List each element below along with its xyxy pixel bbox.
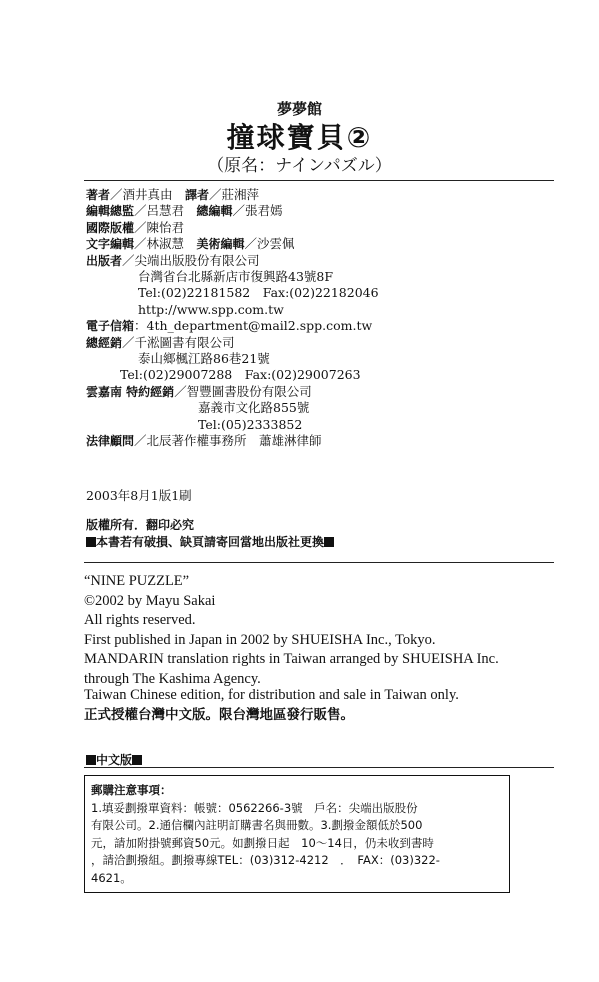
divider-bottom — [84, 767, 554, 768]
credit-label: 總編輯 — [196, 204, 233, 219]
english-line: “NINE PUZZLE” — [84, 573, 190, 589]
credit-value: 台灣省台北縣新店市復興路43號8F — [138, 269, 334, 285]
square-bullet-icon — [324, 537, 334, 547]
square-bullet-icon — [86, 537, 96, 547]
credit-line — [86, 335, 586, 351]
taiwan-edition — [84, 686, 599, 725]
notice-line: 元，請加附掛號郵資50元。如劃撥日起 10～14日，仍未收到書時 — [91, 835, 434, 850]
mail-order-notice — [84, 775, 510, 893]
credit-value: http://www.spp.com.tw — [138, 301, 284, 317]
notice-line: 4621。 — [91, 870, 132, 885]
credit-line — [86, 269, 586, 285]
taiwan-edition-zh: 正式授權台灣中文版。限台灣地區發行販售。 — [84, 706, 354, 723]
credit-line — [86, 220, 586, 236]
notice-line: 有限公司。2.通信欄內註明訂購書名與冊數。3.劃撥金額低於500 — [91, 818, 423, 833]
chinese-edition-text: 中文版 — [96, 753, 133, 767]
damage-notice — [86, 534, 334, 551]
credit-line — [86, 351, 586, 367]
credit-label: 法律顧問 — [86, 434, 135, 449]
credit-line — [86, 187, 586, 203]
credit-value: 嘉義市文化路855號 — [198, 400, 310, 416]
credit-value: ／千淞圖書有限公司 — [122, 334, 235, 350]
divider-top — [84, 180, 554, 181]
credit-label: 國際版權 — [86, 220, 135, 235]
notice-line: ，請洽劃撥組。劃撥專線TEL：(03)312-4212 ． FAX：(03)322- — [91, 853, 440, 868]
notice-heading: 郵購注意事項： — [91, 783, 172, 797]
credits-block — [86, 187, 586, 450]
credit-label: 雲嘉南 特約經銷 — [86, 384, 175, 399]
credit-label: 美術編輯 — [196, 237, 245, 252]
credit-value: ／酒井真由 — [110, 187, 186, 202]
credit-line — [86, 400, 586, 416]
credit-line — [86, 417, 586, 433]
credit-value: Tel:(05)2333852 — [198, 416, 303, 432]
square-bullet-icon — [132, 755, 142, 765]
credit-label: 著者 — [86, 188, 111, 202]
notice-line: 1.填妥劃撥單資料：帳號：0562266-3號 戶名：尖端出版股份 — [91, 800, 418, 815]
credit-label: 電子信箱 — [86, 319, 135, 334]
english-line: ©2002 by Mayu Sakai — [84, 592, 216, 609]
book-title: 撞球寶貝② — [226, 121, 373, 154]
credit-value: ／北辰著作權事務所 蕭雄淋律師 — [134, 433, 322, 449]
credit-line — [86, 236, 586, 252]
credit-line — [86, 318, 586, 334]
edition-date: 2003年8月1版1刷 — [86, 488, 192, 503]
divider-middle — [84, 562, 554, 563]
credit-label: 文字編輯 — [86, 237, 135, 252]
publisher-imprint: 夢夢館 — [276, 100, 322, 118]
credit-line — [86, 367, 586, 383]
credit-line — [86, 253, 586, 269]
credit-line — [86, 433, 586, 449]
credit-label: 譯者 — [185, 188, 210, 202]
credit-line — [86, 203, 586, 219]
chinese-edition-label — [86, 751, 142, 768]
credit-value: 泰山鄉楓江路86巷21號 — [138, 351, 270, 367]
credit-value: ：4th_department@mail2.spp.com.tw — [134, 318, 373, 334]
credit-value: Tel:(02)29007288 Fax:(02)29007263 — [120, 367, 361, 383]
credit-value: ／林淑慧 — [134, 236, 197, 252]
credit-label: 出版者 — [86, 253, 123, 268]
rights-block — [86, 517, 334, 551]
english-line: through The Kashima Agency. — [84, 670, 261, 687]
english-line: MANDARIN translation rights in Taiwan arranged by SHUEISHA Inc. — [84, 651, 499, 668]
credit-value: ／張君嫣 — [232, 203, 283, 219]
damage-notice-text: 本書若有破損、缺頁請寄回當地出版社更換 — [96, 535, 325, 549]
credit-value: ／莊湘萍 — [209, 187, 260, 202]
credit-value: ／沙雲佩 — [244, 236, 295, 252]
square-bullet-icon — [86, 755, 96, 765]
taiwan-edition-en: Taiwan Chinese edition, for distribution and sale in Taiwan only. — [84, 687, 459, 703]
english-copyright — [84, 572, 599, 690]
original-title: （原名：ナインパズル） — [207, 156, 392, 176]
credit-label: 編輯總監 — [86, 204, 135, 219]
credit-value: ／陳怡君 — [134, 219, 185, 235]
credit-line — [86, 285, 586, 301]
credit-line — [86, 302, 586, 318]
credit-value: ／呂慧君 — [134, 203, 197, 219]
credit-value: Tel:(02)22181582 Fax:(02)22182046 — [138, 285, 379, 301]
credit-value: ／尖端出版股份有限公司 — [122, 252, 260, 268]
english-line: First published in Japan in 2002 by SHUEISHA Inc., Tokyo. — [84, 631, 436, 648]
english-line: All rights reserved. — [84, 612, 196, 629]
credit-value: ／智豐圖書股份有限公司 — [174, 383, 312, 399]
credit-line — [86, 384, 586, 400]
rights-reserved: 版權所有．翻印必究 — [86, 518, 195, 532]
credit-label: 總經銷 — [86, 335, 123, 350]
